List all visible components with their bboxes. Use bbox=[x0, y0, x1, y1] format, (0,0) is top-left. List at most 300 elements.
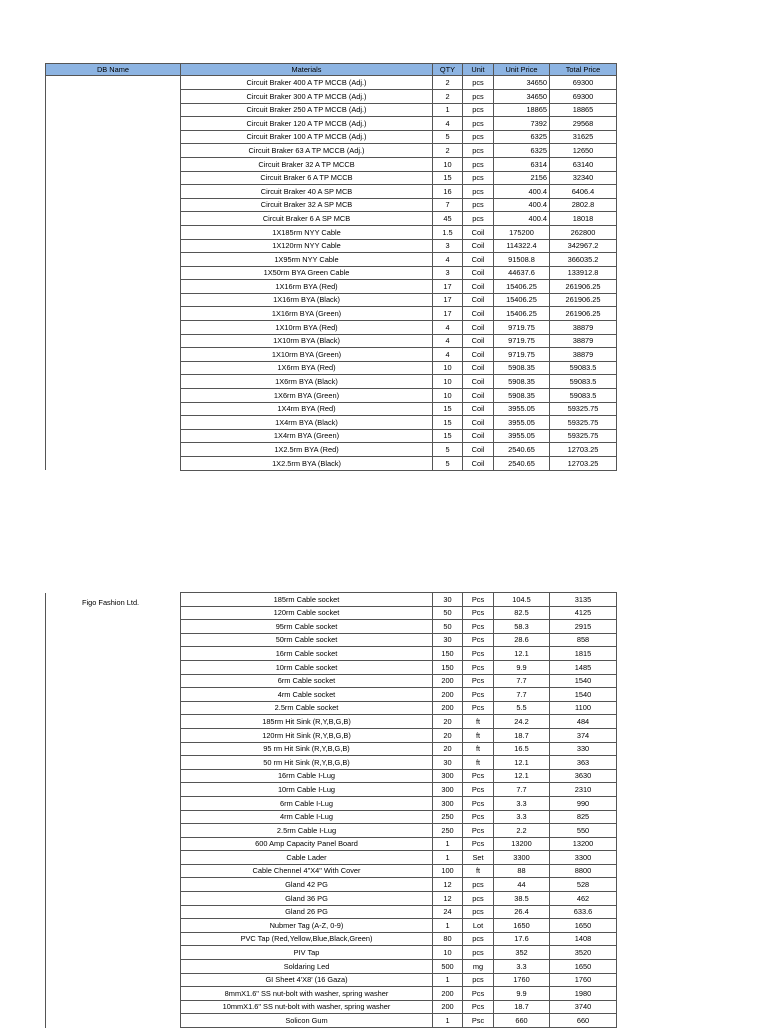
material-cell: 10rm Cable I-Lug bbox=[181, 783, 433, 797]
unit-cell: pcs bbox=[463, 144, 494, 158]
unit-cell: pcs bbox=[463, 905, 494, 919]
qty-cell: 17 bbox=[433, 280, 463, 294]
unit-price-cell: 34650 bbox=[494, 89, 550, 103]
unit-cell: ft bbox=[463, 728, 494, 742]
total-price-cell: 8800 bbox=[550, 864, 617, 878]
total-price-cell: 1100 bbox=[550, 701, 617, 715]
table-header-row bbox=[46, 64, 617, 76]
unit-price-cell: 91508.8 bbox=[494, 253, 550, 267]
unit-price-cell: 2540.65 bbox=[494, 457, 550, 471]
unit-cell: Pcs bbox=[463, 824, 494, 838]
total-price-cell: 38879 bbox=[550, 348, 617, 362]
material-cell: 1X10rm BYA (Black) bbox=[181, 334, 433, 348]
materials-table-1 bbox=[45, 63, 617, 471]
unit-cell: ft bbox=[463, 864, 494, 878]
material-cell: 1X2.5rm BYA (Black) bbox=[181, 457, 433, 471]
unit-cell: Coil bbox=[463, 457, 494, 471]
total-price-cell: 366035.2 bbox=[550, 253, 617, 267]
unit-price-cell: 17.6 bbox=[494, 932, 550, 946]
qty-cell: 4 bbox=[433, 334, 463, 348]
material-cell: PVC Tap (Red,Yellow,Blue,Black,Green) bbox=[181, 932, 433, 946]
unit-price-cell: 88 bbox=[494, 864, 550, 878]
material-cell: 120rm Hit Sink (R,Y,B,G,B) bbox=[181, 728, 433, 742]
unit-cell: Lot bbox=[463, 919, 494, 933]
material-cell: 1X6rm BYA (Red) bbox=[181, 361, 433, 375]
qty-cell: 10 bbox=[433, 946, 463, 960]
qty-cell: 1 bbox=[433, 973, 463, 987]
material-cell: Circuit Braker 63 A TP MCCB (Adj.) bbox=[181, 144, 433, 158]
total-price-cell: 59325.75 bbox=[550, 416, 617, 430]
unit-cell: Pcs bbox=[463, 783, 494, 797]
total-price-cell: 330 bbox=[550, 742, 617, 756]
material-cell: Circuit Braker 100 A TP MCCB (Adj.) bbox=[181, 130, 433, 144]
unit-price-cell: 18.7 bbox=[494, 728, 550, 742]
unit-price-cell: 24.2 bbox=[494, 715, 550, 729]
material-cell: Nubmer Tag (A-Z, 0-9) bbox=[181, 919, 433, 933]
total-price-cell: 462 bbox=[550, 892, 617, 906]
unit-price-cell: 1650 bbox=[494, 919, 550, 933]
unit-price-cell: 15406.25 bbox=[494, 280, 550, 294]
db-name-value: Figo Fashion Ltd. bbox=[82, 597, 140, 607]
unit-cell: pcs bbox=[463, 212, 494, 226]
total-price-cell: 1408 bbox=[550, 932, 617, 946]
qty-cell: 2 bbox=[433, 144, 463, 158]
total-price-cell: 374 bbox=[550, 728, 617, 742]
unit-cell: pcs bbox=[463, 932, 494, 946]
qty-cell: 15 bbox=[433, 429, 463, 443]
qty-cell: 15 bbox=[433, 402, 463, 416]
material-cell: 1X50rm BYA Green Cable bbox=[181, 266, 433, 280]
material-cell: 1X6rm BYA (Black) bbox=[181, 375, 433, 389]
unit-price-cell: 18865 bbox=[494, 103, 550, 117]
unit-cell: Pcs bbox=[463, 688, 494, 702]
qty-cell: 300 bbox=[433, 769, 463, 783]
total-price-cell: 59325.75 bbox=[550, 402, 617, 416]
material-cell: Gland 42 PG bbox=[181, 878, 433, 892]
material-cell: 2.5rm Cable socket bbox=[181, 701, 433, 715]
unit-price-cell: 26.4 bbox=[494, 905, 550, 919]
material-cell: 1X6rm BYA (Green) bbox=[181, 389, 433, 403]
material-cell: 4rm Cable I-Lug bbox=[181, 810, 433, 824]
unit-price-cell: 3955.05 bbox=[494, 416, 550, 430]
unit-price-cell: 3.3 bbox=[494, 796, 550, 810]
header-materials: Materials bbox=[181, 64, 433, 76]
header-db-name: DB Name bbox=[46, 64, 181, 76]
header-qty: QTY bbox=[433, 64, 463, 76]
qty-cell: 20 bbox=[433, 728, 463, 742]
unit-price-cell: 660 bbox=[494, 1014, 550, 1028]
total-price-cell: 3520 bbox=[550, 946, 617, 960]
qty-cell: 50 bbox=[433, 606, 463, 620]
material-cell: 600 Amp Capacity Panel Board bbox=[181, 837, 433, 851]
total-price-cell: 363 bbox=[550, 756, 617, 770]
material-cell: Circuit Braker 250 A TP MCCB (Adj.) bbox=[181, 103, 433, 117]
unit-cell: pcs bbox=[463, 946, 494, 960]
total-price-cell: 528 bbox=[550, 878, 617, 892]
total-price-cell: 1540 bbox=[550, 688, 617, 702]
unit-price-cell: 44637.6 bbox=[494, 266, 550, 280]
unit-cell: Coil bbox=[463, 293, 494, 307]
unit-price-cell: 82.5 bbox=[494, 606, 550, 620]
material-cell: 1X95rm NYY Cable bbox=[181, 253, 433, 267]
unit-cell: Coil bbox=[463, 266, 494, 280]
total-price-cell: 31625 bbox=[550, 130, 617, 144]
total-price-cell: 342967.2 bbox=[550, 239, 617, 253]
unit-price-cell: 34650 bbox=[494, 76, 550, 90]
material-cell: Circuit Braker 120 A TP MCCB (Adj.) bbox=[181, 117, 433, 131]
qty-cell: 30 bbox=[433, 633, 463, 647]
qty-cell: 15 bbox=[433, 416, 463, 430]
unit-price-cell: 2.2 bbox=[494, 824, 550, 838]
unit-cell: Coil bbox=[463, 253, 494, 267]
unit-cell: pcs bbox=[463, 76, 494, 90]
material-cell: 16rm Cable socket bbox=[181, 647, 433, 661]
unit-price-cell: 58.3 bbox=[494, 620, 550, 634]
qty-cell: 10 bbox=[433, 361, 463, 375]
qty-cell: 17 bbox=[433, 307, 463, 321]
total-price-cell: 484 bbox=[550, 715, 617, 729]
total-price-cell: 29568 bbox=[550, 117, 617, 131]
unit-price-cell: 15406.25 bbox=[494, 293, 550, 307]
qty-cell: 20 bbox=[433, 742, 463, 756]
qty-cell: 24 bbox=[433, 905, 463, 919]
total-price-cell: 990 bbox=[550, 796, 617, 810]
total-price-cell: 12650 bbox=[550, 144, 617, 158]
unit-cell: Coil bbox=[463, 361, 494, 375]
material-cell: 10rm Cable socket bbox=[181, 660, 433, 674]
unit-cell: Pcs bbox=[463, 660, 494, 674]
qty-cell: 5 bbox=[433, 443, 463, 457]
qty-cell: 300 bbox=[433, 796, 463, 810]
qty-cell: 45 bbox=[433, 212, 463, 226]
header-total-price: Total Price bbox=[550, 64, 617, 76]
material-cell: 1X2.5rm BYA (Red) bbox=[181, 443, 433, 457]
total-price-cell: 2310 bbox=[550, 783, 617, 797]
unit-cell: Coil bbox=[463, 307, 494, 321]
total-price-cell: 13200 bbox=[550, 837, 617, 851]
unit-cell: pcs bbox=[463, 973, 494, 987]
unit-price-cell: 6325 bbox=[494, 130, 550, 144]
unit-price-cell: 3955.05 bbox=[494, 402, 550, 416]
total-price-cell: 261906.25 bbox=[550, 293, 617, 307]
total-price-cell: 59083.5 bbox=[550, 375, 617, 389]
unit-cell: pcs bbox=[463, 878, 494, 892]
qty-cell: 2 bbox=[433, 89, 463, 103]
unit-cell: Psc bbox=[463, 1014, 494, 1028]
unit-price-cell: 114322.4 bbox=[494, 239, 550, 253]
total-price-cell: 32340 bbox=[550, 171, 617, 185]
unit-price-cell: 3.3 bbox=[494, 810, 550, 824]
material-cell: 1X4rm BYA (Red) bbox=[181, 402, 433, 416]
material-cell: Gland 36 PG bbox=[181, 892, 433, 906]
total-price-cell: 69300 bbox=[550, 76, 617, 90]
unit-cell: Coil bbox=[463, 389, 494, 403]
material-cell: 1X185rm NYY Cable bbox=[181, 225, 433, 239]
total-price-cell: 59325.75 bbox=[550, 429, 617, 443]
qty-cell: 4 bbox=[433, 321, 463, 335]
unit-price-cell: 12.1 bbox=[494, 647, 550, 661]
unit-price-cell: 1760 bbox=[494, 973, 550, 987]
qty-cell: 4 bbox=[433, 348, 463, 362]
unit-price-cell: 7392 bbox=[494, 117, 550, 131]
qty-cell: 150 bbox=[433, 647, 463, 661]
unit-price-cell: 13200 bbox=[494, 837, 550, 851]
unit-cell: ft bbox=[463, 756, 494, 770]
qty-cell: 1 bbox=[433, 837, 463, 851]
materials-table-2 bbox=[45, 592, 617, 1028]
header-unit-price: Unit Price bbox=[494, 64, 550, 76]
header-unit: Unit bbox=[463, 64, 494, 76]
unit-price-cell: 9719.75 bbox=[494, 348, 550, 362]
qty-cell: 1 bbox=[433, 851, 463, 865]
unit-cell: pcs bbox=[463, 185, 494, 199]
unit-price-cell: 15406.25 bbox=[494, 307, 550, 321]
unit-price-cell: 16.5 bbox=[494, 742, 550, 756]
unit-price-cell: 5908.35 bbox=[494, 389, 550, 403]
unit-price-cell: 7.7 bbox=[494, 674, 550, 688]
unit-cell: Coil bbox=[463, 321, 494, 335]
unit-price-cell: 38.5 bbox=[494, 892, 550, 906]
material-cell: 1X10rm BYA (Green) bbox=[181, 348, 433, 362]
total-price-cell: 18865 bbox=[550, 103, 617, 117]
material-cell: 4rm Cable socket bbox=[181, 688, 433, 702]
material-cell: 185rm Cable socket bbox=[181, 593, 433, 607]
material-cell: Gland 26 PG bbox=[181, 905, 433, 919]
unit-cell: Pcs bbox=[463, 620, 494, 634]
material-cell: 6rm Cable I-Lug bbox=[181, 796, 433, 810]
qty-cell: 12 bbox=[433, 878, 463, 892]
unit-cell: Set bbox=[463, 851, 494, 865]
qty-cell: 250 bbox=[433, 824, 463, 838]
qty-cell: 50 bbox=[433, 620, 463, 634]
unit-cell: Coil bbox=[463, 402, 494, 416]
material-cell: 1X120rm NYY Cable bbox=[181, 239, 433, 253]
material-cell: Circuit Braker 6 A TP MCCB bbox=[181, 171, 433, 185]
material-cell: PIV Tap bbox=[181, 946, 433, 960]
qty-cell: 200 bbox=[433, 1000, 463, 1014]
unit-price-cell: 5908.35 bbox=[494, 375, 550, 389]
unit-cell: pcs bbox=[463, 103, 494, 117]
qty-cell: 4 bbox=[433, 117, 463, 131]
material-cell: 16rm Cable I-Lug bbox=[181, 769, 433, 783]
material-cell: Soldaring Led bbox=[181, 960, 433, 974]
unit-cell: Pcs bbox=[463, 606, 494, 620]
qty-cell: 5 bbox=[433, 457, 463, 471]
material-cell: Circuit Braker 32 A TP MCCB bbox=[181, 157, 433, 171]
unit-price-cell: 7.7 bbox=[494, 783, 550, 797]
qty-cell: 1 bbox=[433, 919, 463, 933]
unit-cell: Coil bbox=[463, 348, 494, 362]
material-cell: 95 rm Hit Sink (R,Y,B,G,B) bbox=[181, 742, 433, 756]
qty-cell: 10 bbox=[433, 157, 463, 171]
unit-price-cell: 352 bbox=[494, 946, 550, 960]
material-cell: 120rm Cable socket bbox=[181, 606, 433, 620]
qty-cell: 3 bbox=[433, 239, 463, 253]
material-cell: Circuit Braker 400 A TP MCCB (Adj.) bbox=[181, 76, 433, 90]
unit-price-cell: 5908.35 bbox=[494, 361, 550, 375]
unit-cell: ft bbox=[463, 742, 494, 756]
material-cell: 10mmX1.6" SS nut-bolt with washer, spring washer bbox=[181, 1000, 433, 1014]
total-price-cell: 59083.5 bbox=[550, 389, 617, 403]
total-price-cell: 4125 bbox=[550, 606, 617, 620]
qty-cell: 200 bbox=[433, 987, 463, 1001]
total-price-cell: 12703.25 bbox=[550, 457, 617, 471]
qty-cell: 2 bbox=[433, 76, 463, 90]
unit-cell: Pcs bbox=[463, 674, 494, 688]
unit-cell: Pcs bbox=[463, 701, 494, 715]
total-price-cell: 3300 bbox=[550, 851, 617, 865]
table-row bbox=[46, 593, 617, 607]
unit-cell: pcs bbox=[463, 171, 494, 185]
unit-price-cell: 2540.65 bbox=[494, 443, 550, 457]
total-price-cell: 6406.4 bbox=[550, 185, 617, 199]
unit-price-cell: 18.7 bbox=[494, 1000, 550, 1014]
qty-cell: 1.5 bbox=[433, 225, 463, 239]
material-cell: 95rm Cable socket bbox=[181, 620, 433, 634]
material-cell: Cable Lader bbox=[181, 851, 433, 865]
material-cell: Circuit Braker 300 A TP MCCB (Adj.) bbox=[181, 89, 433, 103]
material-cell: Solicon Gum bbox=[181, 1014, 433, 1028]
material-cell: 2.5rm Cable I-Lug bbox=[181, 824, 433, 838]
total-price-cell: 69300 bbox=[550, 89, 617, 103]
total-price-cell: 1485 bbox=[550, 660, 617, 674]
unit-price-cell: 175200 bbox=[494, 225, 550, 239]
unit-price-cell: 400.4 bbox=[494, 198, 550, 212]
total-price-cell: 660 bbox=[550, 1014, 617, 1028]
table-row bbox=[46, 76, 617, 90]
unit-cell: ft bbox=[463, 715, 494, 729]
db-name-cell bbox=[46, 593, 181, 1028]
material-cell: 185rm Hit Sink (R,Y,B,G,B) bbox=[181, 715, 433, 729]
unit-cell: Coil bbox=[463, 375, 494, 389]
unit-cell: Coil bbox=[463, 239, 494, 253]
unit-price-cell: 44 bbox=[494, 878, 550, 892]
total-price-cell: 633.6 bbox=[550, 905, 617, 919]
material-cell: Circuit Braker 6 A SP MCB bbox=[181, 212, 433, 226]
qty-cell: 500 bbox=[433, 960, 463, 974]
unit-price-cell: 9719.75 bbox=[494, 321, 550, 335]
total-price-cell: 1650 bbox=[550, 960, 617, 974]
unit-cell: Pcs bbox=[463, 810, 494, 824]
qty-cell: 3 bbox=[433, 266, 463, 280]
material-cell: 1X10rm BYA (Red) bbox=[181, 321, 433, 335]
qty-cell: 100 bbox=[433, 864, 463, 878]
qty-cell: 1 bbox=[433, 1014, 463, 1028]
total-price-cell: 261906.25 bbox=[550, 307, 617, 321]
material-cell: Cable Chennel 4"X4" With Cover bbox=[181, 864, 433, 878]
total-price-cell: 1815 bbox=[550, 647, 617, 661]
material-cell: 50rm Cable socket bbox=[181, 633, 433, 647]
unit-cell: Pcs bbox=[463, 593, 494, 607]
total-price-cell: 550 bbox=[550, 824, 617, 838]
unit-price-cell: 3955.05 bbox=[494, 429, 550, 443]
unit-cell: Pcs bbox=[463, 769, 494, 783]
total-price-cell: 12703.25 bbox=[550, 443, 617, 457]
unit-price-cell: 6325 bbox=[494, 144, 550, 158]
total-price-cell: 2802.8 bbox=[550, 198, 617, 212]
material-cell: GI Sheet 4'X8' (16 Gaza) bbox=[181, 973, 433, 987]
unit-price-cell: 9.9 bbox=[494, 987, 550, 1001]
unit-cell: mg bbox=[463, 960, 494, 974]
unit-price-cell: 400.4 bbox=[494, 185, 550, 199]
material-cell: 50 rm Hit Sink (R,Y,B,G,B) bbox=[181, 756, 433, 770]
qty-cell: 30 bbox=[433, 593, 463, 607]
qty-cell: 200 bbox=[433, 688, 463, 702]
material-cell: Circuit Braker 32 A SP MCB bbox=[181, 198, 433, 212]
unit-cell: pcs bbox=[463, 89, 494, 103]
unit-cell: pcs bbox=[463, 157, 494, 171]
qty-cell: 15 bbox=[433, 171, 463, 185]
total-price-cell: 63140 bbox=[550, 157, 617, 171]
unit-cell: Coil bbox=[463, 225, 494, 239]
qty-cell: 7 bbox=[433, 198, 463, 212]
total-price-cell: 1760 bbox=[550, 973, 617, 987]
material-cell: 6rm Cable socket bbox=[181, 674, 433, 688]
qty-cell: 16 bbox=[433, 185, 463, 199]
unit-price-cell: 28.6 bbox=[494, 633, 550, 647]
unit-cell: Coil bbox=[463, 280, 494, 294]
unit-price-cell: 7.7 bbox=[494, 688, 550, 702]
unit-cell: pcs bbox=[463, 117, 494, 131]
unit-price-cell: 400.4 bbox=[494, 212, 550, 226]
total-price-cell: 1540 bbox=[550, 674, 617, 688]
material-cell: 1X16rm BYA (Red) bbox=[181, 280, 433, 294]
total-price-cell: 38879 bbox=[550, 334, 617, 348]
qty-cell: 12 bbox=[433, 892, 463, 906]
qty-cell: 200 bbox=[433, 701, 463, 715]
unit-price-cell: 104.5 bbox=[494, 593, 550, 607]
unit-cell: Pcs bbox=[463, 837, 494, 851]
unit-price-cell: 12.1 bbox=[494, 756, 550, 770]
unit-cell: Coil bbox=[463, 429, 494, 443]
qty-cell: 150 bbox=[433, 660, 463, 674]
total-price-cell: 2915 bbox=[550, 620, 617, 634]
total-price-cell: 38879 bbox=[550, 321, 617, 335]
material-cell: 8mmX1.6" SS nut-bolt with washer, spring washer bbox=[181, 987, 433, 1001]
qty-cell: 80 bbox=[433, 932, 463, 946]
unit-cell: Coil bbox=[463, 416, 494, 430]
unit-price-cell: 5.5 bbox=[494, 701, 550, 715]
total-price-cell: 262800 bbox=[550, 225, 617, 239]
qty-cell: 250 bbox=[433, 810, 463, 824]
unit-cell: Pcs bbox=[463, 647, 494, 661]
qty-cell: 30 bbox=[433, 756, 463, 770]
unit-cell: Pcs bbox=[463, 987, 494, 1001]
material-cell: 1X16rm BYA (Green) bbox=[181, 307, 433, 321]
qty-cell: 1 bbox=[433, 103, 463, 117]
material-cell: Circuit Braker 40 A SP MCB bbox=[181, 185, 433, 199]
total-price-cell: 3630 bbox=[550, 769, 617, 783]
qty-cell: 200 bbox=[433, 674, 463, 688]
db-name-cell bbox=[46, 76, 181, 470]
total-price-cell: 18018 bbox=[550, 212, 617, 226]
total-price-cell: 1980 bbox=[550, 987, 617, 1001]
unit-cell: pcs bbox=[463, 892, 494, 906]
total-price-cell: 858 bbox=[550, 633, 617, 647]
unit-cell: pcs bbox=[463, 198, 494, 212]
material-cell: 1X16rm BYA (Black) bbox=[181, 293, 433, 307]
total-price-cell: 3740 bbox=[550, 1000, 617, 1014]
unit-price-cell: 9719.75 bbox=[494, 334, 550, 348]
unit-price-cell: 6314 bbox=[494, 157, 550, 171]
total-price-cell: 825 bbox=[550, 810, 617, 824]
unit-cell: Pcs bbox=[463, 633, 494, 647]
unit-cell: pcs bbox=[463, 130, 494, 144]
qty-cell: 20 bbox=[433, 715, 463, 729]
total-price-cell: 1650 bbox=[550, 919, 617, 933]
qty-cell: 300 bbox=[433, 783, 463, 797]
unit-price-cell: 12.1 bbox=[494, 769, 550, 783]
